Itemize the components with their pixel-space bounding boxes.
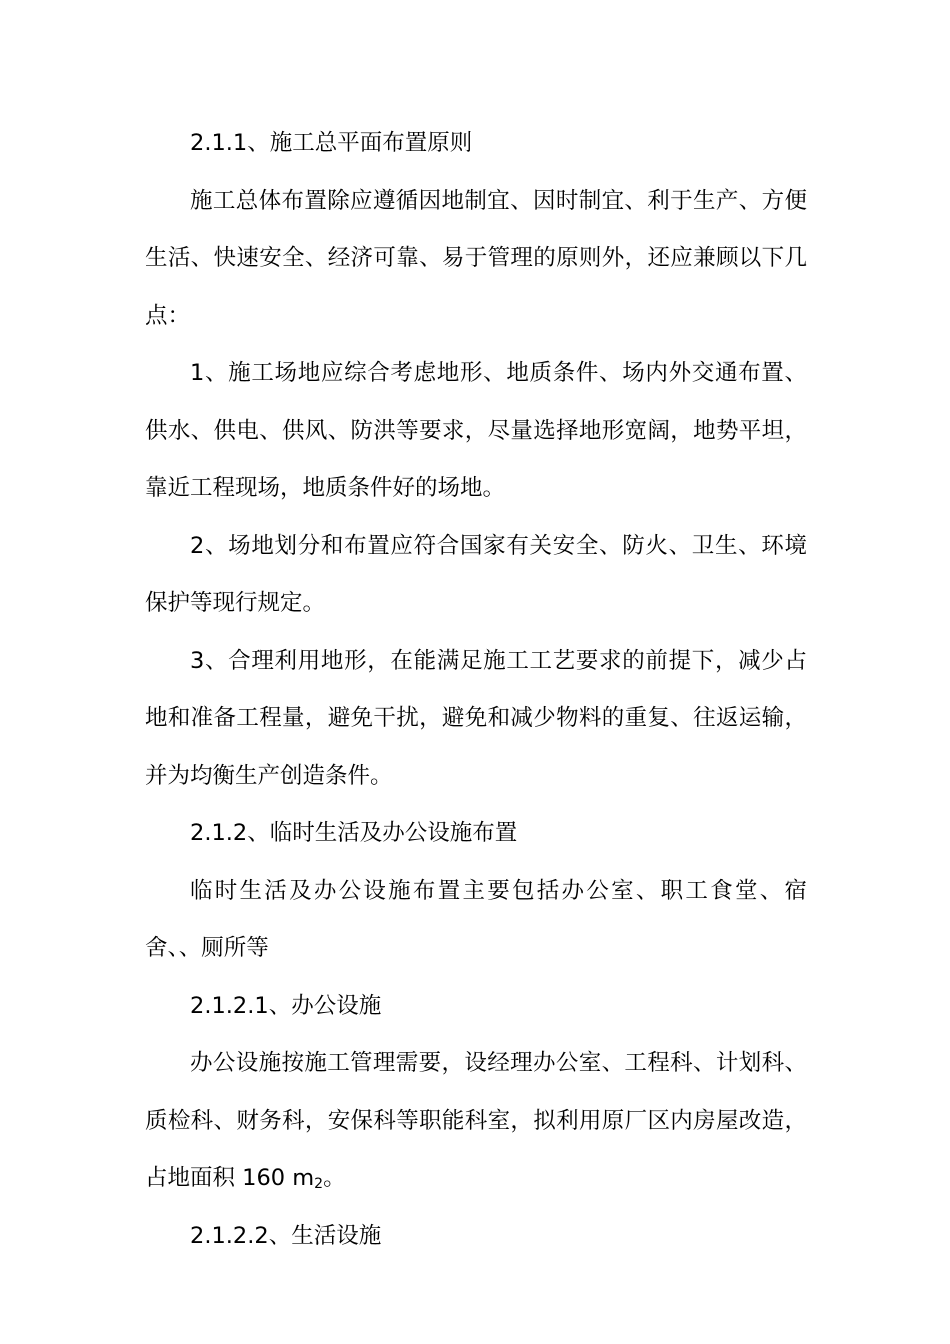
paragraph-item-2: 2、场地划分和布置应符合国家有关安全、防火、卫生、环境保护等现行规定。	[145, 532, 807, 616]
paragraph-2-1-2: 临时生活及办公设施布置主要包括办公室、职工食堂、宿舍、、厕所等	[145, 877, 807, 961]
paragraph-2-1-2-1	[145, 1035, 807, 1208]
section-heading-2-1-1: 2.1.1、施工总平面布置原则	[190, 130, 473, 156]
area-unit-subscript: 2	[314, 1176, 324, 1192]
paragraph-item-1: 1、施工场地应综合考虑地形、地质条件、场内外交通布置、供水、供电、供风、防洪等要求，尽量选择地形宽阔，地势平坦，靠近工程现场，地质条件好的场地。	[145, 360, 807, 501]
section-heading-2-1-2: 2.1.2、临时生活及办公设施布置	[190, 820, 518, 846]
paragraph-intro: 施工总体布置除应遵循因地制宜、因时制宜、利于生产、方便生活、快速安全、经济可靠、易于管理的原则外，还应兼顾以下几点：	[145, 187, 807, 329]
section-heading-2-1-2-1: 2.1.2.1、办公设施	[190, 992, 382, 1019]
office-facilities-text: 办公设施按施工管理需要，设经理办公室、工程科、计划科、质检科、财务科，安保科等职能科室，拟利用原厂区内房屋改造，占地面积 160 m	[145, 1050, 807, 1191]
paragraph-item-3: 3、合理利用地形，在能满足施工工艺要求的前提下，减少占地和准备工程量，避免干扰，避免和减少物料的重复、往返运输，并为均衡生产创造条件。	[145, 647, 807, 789]
section-heading-2-1-2-2: 2.1.2.2、生活设施	[190, 1222, 382, 1249]
office-facilities-end: 。	[323, 1165, 346, 1191]
